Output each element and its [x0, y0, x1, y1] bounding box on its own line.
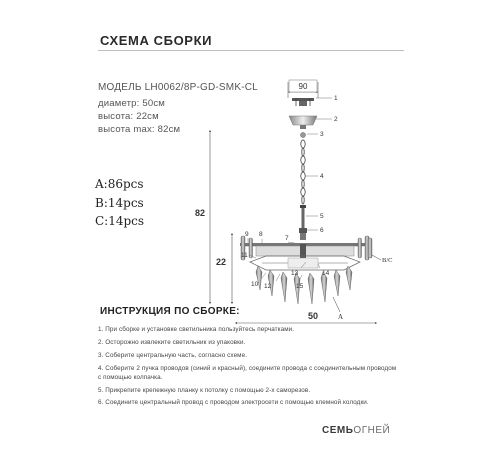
spec-height: высота: 22см	[98, 111, 159, 122]
callout-4: 4	[320, 173, 324, 180]
dimension-total-height	[195, 131, 210, 303]
brand-logo	[322, 425, 390, 436]
label-bc: B/C	[382, 257, 393, 264]
instruction-step-3: 3. Соберите центральную часть, согласно схеме.	[98, 352, 248, 359]
callout-9: 9	[245, 231, 249, 238]
crystal-label-a	[333, 297, 343, 321]
callout-1: 1	[334, 95, 338, 102]
spec-height-max: высота max: 82см	[98, 124, 181, 135]
dim-total-height-label: 82	[194, 208, 205, 218]
instruction-step-6: 6. Соедините центральный провод с проводом электросети с помощью клемной колодки.	[98, 399, 369, 406]
crystal-count-a: A:86pcs	[95, 177, 144, 191]
instruction-step-5: 5. Прикрепите крепежную планку к потолку с помощью 2-х саморезов.	[98, 387, 311, 394]
callout-2: 2	[334, 116, 338, 123]
instruction-step-1: 1. При сборке и установке светильника пользуйтесь перчатками.	[98, 326, 295, 333]
callout-8: 8	[259, 231, 263, 238]
dimension-diameter	[236, 311, 376, 323]
ceiling-canopy	[289, 98, 317, 138]
callout-11: 11	[241, 252, 248, 259]
callout-14: 14	[322, 270, 330, 277]
callout-3: 3	[320, 131, 324, 138]
callout-7: 7	[285, 235, 289, 242]
callout-15: 15	[296, 283, 304, 290]
spec-model: МОДЕЛЬ LH0062/8P-GD-SMK-CL	[98, 82, 258, 93]
spec-diameter: диаметр: 50см	[98, 98, 165, 109]
footer	[0, 422, 500, 450]
suspension-chain	[301, 140, 305, 204]
brand-name-bold: СЕМЬ	[322, 425, 354, 436]
callout-12: 12	[264, 283, 272, 290]
dim-body-height-label: 22	[215, 257, 226, 267]
callout-13: 13	[291, 270, 299, 277]
dimension-body-height	[216, 234, 232, 303]
crystal-count-b: B:14pcs	[95, 196, 144, 210]
label-a: A	[338, 313, 344, 321]
instruction-step-2: 2. Осторожно извлеките светильник из упаковки.	[98, 339, 246, 346]
dim-diameter-label: 50	[307, 311, 319, 321]
side-crystal-bc	[368, 238, 392, 264]
instruction-step-4: 4. Соберите 2 пучка проводов (синий и красный), соедините провода с соединительным проводом с помощью колпачка.	[98, 365, 397, 381]
lamp-body	[240, 236, 369, 304]
dimension-top-width	[288, 80, 318, 98]
instructions-title: ИНСТРУКЦИЯ ПО СБОРКЕ:	[100, 306, 240, 317]
page-title: СХЕМА СБОРКИ	[100, 33, 213, 48]
callout-5: 5	[320, 213, 324, 220]
dim-top-width-label: 90	[298, 82, 308, 91]
callout-10: 10	[251, 281, 259, 288]
callout-6: 6	[320, 227, 324, 234]
crystal-count-c: C:14pcs	[95, 214, 145, 228]
brand-name-light: ОГНЕЙ	[353, 425, 391, 436]
center-rod	[299, 205, 307, 240]
